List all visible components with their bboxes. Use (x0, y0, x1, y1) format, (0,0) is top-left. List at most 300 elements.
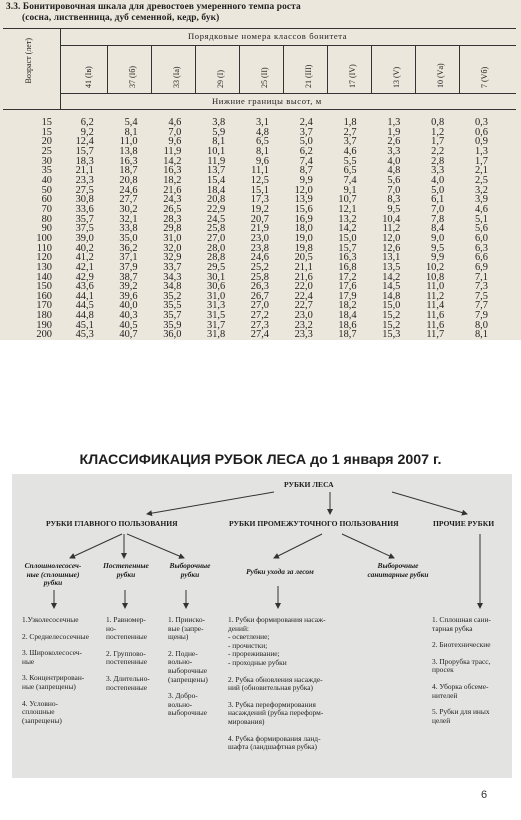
rule-top (3, 28, 516, 29)
height-cell: 1,7 (431, 136, 445, 148)
sub-gradual (98, 562, 154, 579)
height-cell: 31,7 (207, 319, 226, 331)
top-header: Порядковые номера классов бонитета (188, 31, 348, 41)
sub-selective-line2: рубки (180, 569, 200, 579)
column-divider (415, 45, 416, 93)
list-item: насаждений (рубка переформ- (228, 708, 324, 718)
height-cell: 18,2 (163, 174, 182, 186)
list-item: - прореживание; (228, 649, 280, 659)
arrow-main-selective (127, 534, 184, 558)
height-cell: 21,1 (294, 261, 313, 273)
class-header-8: 10 (Vа) (436, 63, 445, 88)
list-item: 3. Концентрирован- (22, 673, 85, 683)
height-cell: 4,6 (168, 117, 182, 128)
arrow-int-care (274, 534, 322, 558)
height-cell: 10,8 (425, 271, 445, 283)
height-cell: 23,0 (294, 310, 313, 322)
height-cell: 11,4 (426, 300, 445, 312)
height-cell: 3,8 (212, 117, 226, 128)
age-cell: 15 (41, 117, 52, 128)
height-cell: 6,0 (474, 232, 488, 244)
list-item: - проходные рубки (228, 657, 287, 667)
list-item: (запрещены) (22, 715, 62, 725)
height-cell: 3,1 (255, 117, 269, 128)
column-divider (459, 45, 460, 93)
height-cell: 11,0 (119, 136, 138, 148)
height-cell: 9,0 (431, 232, 445, 244)
column-divider (327, 45, 328, 93)
height-cell: 35,9 (163, 319, 182, 331)
height-cell: 14,5 (382, 281, 401, 293)
height-cell: 45,1 (75, 319, 94, 331)
height-cell: 17,9 (338, 290, 357, 302)
height-cell: 16,9 (294, 213, 313, 225)
group-intermediate: РУБКИ ПРОМЕЖУТОЧНОГО ПОЛЬЗОВАНИЯ (229, 519, 399, 528)
list-item: выборочные (168, 665, 208, 675)
height-cell: 21,6 (294, 271, 313, 283)
sub-gradual-line1: Постепенные (103, 561, 149, 570)
sub-selective-line1: Выборочные (169, 561, 211, 570)
group-main: РУБКИ ГЛАВНОГО ПОЛЬЗОВАНИЯ (46, 519, 178, 528)
height-cell: 15,6 (294, 203, 313, 215)
height-cell: 4,8 (387, 165, 401, 177)
list-item: 3. Длительно- (106, 673, 150, 683)
list-item: тарная рубка (432, 623, 473, 633)
age-cell: 90 (41, 223, 52, 235)
height-cell: 5,1 (474, 213, 488, 225)
height-cell: 7,5 (474, 290, 488, 302)
list-item: целей (432, 715, 451, 725)
list-item: 4. Рубка формирования ланд- (228, 733, 321, 743)
list-item: ные (запрещены) (22, 681, 76, 691)
height-cell: 15,7 (75, 145, 94, 157)
height-cell: 7,4 (343, 174, 357, 186)
height-cell: 3,3 (431, 165, 445, 177)
arrow-root-main (147, 492, 274, 514)
class-header-3: 29 (I) (216, 70, 225, 88)
height-cell: 0,8 (431, 117, 445, 128)
table-title-line2: (сосна, лиственница, дуб семенной, кедр, бук) (22, 13, 220, 23)
height-cell: 6,1 (431, 194, 445, 206)
height-cell: 8,0 (474, 319, 488, 331)
age-cell: 40 (41, 174, 52, 186)
height-cell: 4,0 (387, 155, 401, 167)
height-cell: 18,6 (338, 319, 357, 331)
height-cell: 24,6 (119, 184, 138, 196)
height-cell: 33,6 (75, 203, 94, 215)
class-header-0: 41 (Iв) (84, 66, 93, 88)
height-cell: 16,3 (119, 155, 138, 167)
height-cell: 39,0 (75, 232, 94, 244)
height-cell: 43,6 (75, 281, 94, 293)
list-item: 3. Широколесосеч- (22, 648, 82, 658)
height-cell: 30,1 (207, 271, 226, 283)
height-cell: 7,3 (474, 281, 488, 293)
list-item: - осветление; (228, 632, 270, 642)
height-cell: 2,6 (387, 136, 401, 148)
height-cell: 1,2 (431, 126, 445, 138)
height-cell: 27,0 (250, 300, 269, 312)
list-item: но- (106, 623, 117, 633)
age-cell: 15 (41, 126, 52, 138)
height-cell: 12,0 (382, 232, 401, 244)
class-header-7: 13 (V) (392, 66, 401, 88)
class-header-2: 33 (Iа) (172, 66, 181, 88)
age-cell: 60 (41, 194, 52, 206)
column-divider (151, 45, 152, 93)
age-cell: 160 (36, 290, 52, 302)
age-cell: 70 (41, 203, 52, 215)
height-cell: 0,9 (474, 136, 488, 148)
rule-header-bottom (3, 109, 516, 110)
list-item: нителей (432, 690, 458, 700)
height-cell: 15,2 (382, 319, 401, 331)
height-cell: 11,2 (426, 290, 445, 302)
height-cell: 36,0 (163, 329, 182, 341)
height-cell: 2,8 (431, 155, 445, 167)
height-cell: 4,0 (431, 174, 445, 186)
height-cell: 42,1 (75, 261, 94, 273)
height-cell: 22,4 (294, 290, 313, 302)
height-cell: 22,0 (294, 281, 313, 293)
height-cell: 28,0 (207, 242, 226, 254)
classification-diagram-scan (12, 474, 512, 778)
height-cell: 2,2 (431, 145, 445, 157)
height-cell: 42,9 (75, 271, 94, 283)
height-cell: 27,7 (119, 194, 138, 206)
height-cell: 7,8 (431, 213, 445, 225)
height-cell: 3,3 (387, 145, 401, 157)
height-cell: 18,0 (294, 223, 313, 235)
height-cell: 29,5 (207, 261, 226, 273)
height-cell: 11,1 (251, 165, 269, 177)
height-cell: 16,3 (163, 165, 182, 177)
height-cell: 12,0 (294, 184, 313, 196)
list-item: дений: (228, 623, 249, 633)
height-cell: 27,0 (207, 232, 226, 244)
height-cell: 23,8 (250, 242, 269, 254)
height-cell: 11,0 (426, 281, 445, 293)
class-header-5: 21 (III) (304, 64, 313, 88)
height-cell: 27,5 (75, 184, 94, 196)
height-cell: 2,5 (474, 174, 488, 186)
height-cell: 13,2 (338, 213, 357, 225)
list-item: шафта (ландшафтная рубка) (228, 742, 318, 752)
height-cell: 23,0 (250, 232, 269, 244)
list-item: 1. Рубки формирования насаж- (228, 615, 326, 624)
height-cell: 15,0 (382, 300, 401, 312)
height-cell: 23,3 (75, 174, 94, 186)
height-cell: 8,7 (299, 165, 313, 177)
height-cell: 7,4 (299, 155, 313, 167)
height-cell: 9,5 (431, 242, 445, 254)
height-cell: 8,3 (387, 194, 401, 206)
sub-clear-line2: ные (сплошные) (26, 569, 80, 579)
height-cell: 12,1 (338, 203, 357, 215)
height-cell: 8,1 (255, 145, 269, 157)
height-cell: 17,3 (250, 194, 269, 206)
height-cell: 31,0 (163, 232, 182, 244)
height-cell: 38,7 (119, 271, 138, 283)
height-cell: 31,5 (207, 310, 226, 322)
list-item: просек (432, 665, 454, 675)
age-cell: 180 (36, 310, 52, 322)
height-cell: 7,1 (474, 271, 488, 283)
height-cell: 9,5 (387, 203, 401, 215)
list-item: 5. Рубки для иных (432, 707, 490, 717)
height-cell: 13,7 (207, 165, 226, 177)
height-cell: 31,0 (207, 290, 226, 302)
list-item: 2. Группово- (106, 648, 146, 658)
sub-gradual-line2: рубки (116, 569, 136, 579)
height-cell: 5,6 (387, 174, 401, 186)
table-title (6, 2, 521, 24)
height-cell: 40,0 (119, 300, 138, 312)
list-other-cuts (432, 616, 510, 725)
rule-under-top-header (60, 45, 516, 46)
height-cell: 30,2 (119, 203, 138, 215)
sub-sanitary (358, 562, 438, 579)
height-cell: 40,3 (119, 310, 138, 322)
height-cell: 37,5 (75, 223, 94, 235)
height-cell: 9,2 (80, 126, 94, 138)
height-cell: 7,7 (474, 300, 488, 312)
column-divider (195, 45, 196, 93)
height-cell: 24,6 (250, 252, 269, 264)
height-cell: 4,6 (343, 145, 357, 157)
age-cell: 80 (41, 213, 52, 225)
age-cell: 150 (36, 281, 52, 293)
group-other: ПРОЧИЕ РУБКИ (433, 519, 495, 528)
height-cell: 27,2 (250, 310, 269, 322)
height-cell: 10,4 (382, 213, 401, 225)
age-cell: 35 (41, 165, 52, 177)
height-cell: 15,3 (382, 329, 401, 341)
height-cell: 35,5 (163, 300, 182, 312)
height-cell: 21,1 (75, 165, 94, 177)
height-cell: 20,5 (294, 252, 313, 264)
height-cell: 13,9 (294, 194, 313, 206)
list-item: мирования) (228, 716, 265, 726)
height-cell: 6,5 (343, 165, 357, 177)
class-header-1: 37 (Iб) (128, 65, 137, 88)
list-item: вые (запре- (168, 623, 204, 633)
height-cell: 30,6 (207, 281, 226, 293)
height-cell: 23,3 (294, 329, 313, 341)
height-cell: 30,8 (75, 194, 94, 206)
height-cell: 1,9 (387, 126, 401, 138)
height-cell: 12,6 (382, 242, 401, 254)
list-item: 4. Условно- (22, 698, 58, 708)
height-cell: 5,0 (299, 136, 313, 148)
height-cell: 1,3 (474, 145, 488, 157)
height-cell: 18,3 (75, 155, 94, 167)
height-cell: 1,3 (387, 117, 401, 128)
height-cell: 20,7 (250, 213, 269, 225)
height-cell: 13,8 (119, 145, 138, 157)
height-cell: 5,4 (124, 117, 138, 128)
height-cell: 36,2 (119, 242, 138, 254)
classification-title: КЛАССИФИКАЦИЯ РУБОК ЛЕСА до 1 января 2007 г. (79, 452, 442, 468)
age-header (24, 38, 38, 118)
height-cell: 24,3 (163, 194, 182, 206)
age-cell: 100 (36, 232, 52, 244)
height-cell: 16,8 (338, 261, 357, 273)
list-item: 3. Прорубка трасс, (432, 656, 491, 666)
height-cell: 44,8 (75, 310, 94, 322)
height-cell: 27,4 (250, 329, 269, 341)
height-cell: 7,0 (168, 126, 182, 138)
height-cell: 19,2 (250, 203, 269, 215)
height-cell: 15,0 (338, 232, 357, 244)
height-cell: 12,4 (75, 136, 94, 148)
height-cell: 15,2 (382, 310, 401, 322)
height-cell: 11,2 (382, 223, 401, 235)
list-item: 2. Среднелесосечные (22, 631, 89, 641)
height-cell: 31,8 (207, 329, 226, 341)
list-item: 3. Добро- (168, 691, 198, 701)
height-cell: 21,6 (163, 184, 182, 196)
height-cell: 11,7 (426, 329, 445, 341)
height-cell: 19,0 (294, 232, 313, 244)
list-item: сплошные (22, 707, 55, 717)
height-cell: 8,1 (212, 136, 226, 148)
height-cell: 35,2 (163, 290, 182, 302)
height-cell: 8,4 (431, 223, 445, 235)
height-cell: 29,8 (163, 223, 182, 235)
height-cell: 5,6 (474, 223, 488, 235)
root-node: РУБКИ ЛЕСА (284, 480, 334, 489)
height-cell: 39,6 (119, 290, 138, 302)
height-cell: 27,3 (250, 319, 269, 331)
height-cell: 17,2 (338, 271, 357, 283)
list-selective-cuts (168, 616, 228, 718)
height-cell: 10,1 (207, 145, 226, 157)
height-cell: 25,8 (250, 271, 269, 283)
height-cell: 10,2 (425, 261, 445, 273)
list-item: 2. Подне- (168, 648, 198, 658)
class-header-6: 17 (IV) (348, 64, 357, 88)
height-cell: 18,2 (338, 300, 357, 312)
list-item: постепенные (106, 657, 148, 667)
height-cell: 6,5 (255, 136, 269, 148)
table-row (14, 330, 494, 340)
page-number: 6 (481, 789, 488, 801)
class-header-4: 25 (II) (260, 67, 269, 88)
height-cell: 3,2 (474, 184, 488, 196)
height-cell: 34,8 (163, 281, 182, 293)
rule-over-bottom-header (60, 93, 516, 94)
age-cell: 20 (41, 136, 52, 148)
sub-sanitary-line1: Выборочные (377, 561, 419, 570)
height-cell: 45,3 (75, 329, 94, 341)
height-cell: 3,9 (474, 194, 488, 206)
list-item: вольно- (168, 657, 193, 667)
list-item: 2. Рубка обновления насажде- (228, 674, 323, 684)
age-cell: 190 (36, 319, 52, 331)
height-cell: 37,9 (119, 261, 138, 273)
height-cell: 41,2 (75, 252, 94, 264)
height-cell: 44,5 (75, 300, 94, 312)
age-cell: 120 (36, 252, 52, 264)
list-item: вольно- (168, 699, 193, 709)
arrow-main-clear (70, 534, 122, 558)
column-divider (371, 45, 372, 93)
height-cell: 32,0 (163, 242, 182, 254)
column-divider (283, 45, 284, 93)
age-cell: 110 (36, 242, 52, 254)
height-cell: 32,1 (119, 213, 138, 225)
height-cell: 15,4 (207, 174, 226, 186)
list-item: выборочные (168, 708, 208, 718)
list-item: 4. Уборка обсеме- (432, 681, 489, 691)
height-cell: 25,2 (250, 261, 269, 273)
height-cell: 19,8 (294, 242, 313, 254)
height-cell: 9,6 (255, 155, 269, 167)
height-cell: 24,5 (207, 213, 226, 225)
height-cell: 9,9 (431, 252, 445, 264)
height-cell: 44,1 (75, 290, 94, 302)
height-cell: 26,7 (250, 290, 269, 302)
list-item: постепенные (106, 632, 148, 642)
height-cell: 22,7 (294, 300, 313, 312)
height-cell: 10,7 (338, 194, 357, 206)
height-cell: 33,7 (163, 261, 182, 273)
height-cell: 15,7 (338, 242, 357, 254)
height-cell: 28,8 (207, 252, 226, 264)
list-item: ний (обновительная рубка) (228, 683, 313, 693)
height-cell: 23,2 (294, 319, 313, 331)
height-cell: 13,1 (382, 252, 401, 264)
height-cell: 20,8 (207, 194, 226, 206)
list-item: 1. Прииско- (168, 615, 205, 624)
class-header-9: 7 (Vб) (480, 66, 489, 88)
list-item: 1. Равномер- (106, 615, 146, 624)
sub-clear-line3: рубки (43, 578, 63, 588)
height-cell: 2,1 (474, 165, 488, 177)
column-divider (107, 45, 108, 93)
age-cell: 140 (36, 271, 52, 283)
list-item: постепенные (106, 682, 148, 692)
height-cell: 6,2 (299, 145, 313, 157)
height-cell: 40,7 (119, 329, 138, 341)
height-cell: 11,9 (207, 155, 226, 167)
bonitet-data-table (14, 118, 494, 340)
list-clear-cuts (22, 616, 94, 725)
age-cell: 130 (36, 261, 52, 273)
height-cell: 37,1 (119, 252, 138, 264)
age-cell: 50 (41, 184, 52, 196)
height-cell: 35,7 (75, 213, 94, 225)
arrow-root-other (392, 492, 467, 514)
height-cell: 18,4 (338, 310, 357, 322)
height-cell: 9,6 (168, 136, 182, 148)
height-cell: 14,2 (163, 155, 182, 167)
sub-care: Рубки ухода за лесом (246, 567, 314, 576)
age-cell: 25 (41, 145, 52, 157)
list-item: 3. Рубка переформирования (228, 699, 316, 709)
height-cell: 0,6 (474, 126, 488, 138)
height-cell: 14,2 (382, 271, 401, 283)
height-cell: 7,0 (387, 184, 401, 196)
height-cell: 0,3 (474, 117, 488, 128)
bottom-header: Нижние границы высот, м (212, 96, 322, 106)
height-cell: 11,6 (426, 310, 445, 322)
height-cell: 12,5 (250, 174, 269, 186)
height-cell: 18,4 (207, 184, 226, 196)
height-cell: 20,8 (119, 174, 138, 186)
age-cell: 200 (36, 329, 52, 341)
